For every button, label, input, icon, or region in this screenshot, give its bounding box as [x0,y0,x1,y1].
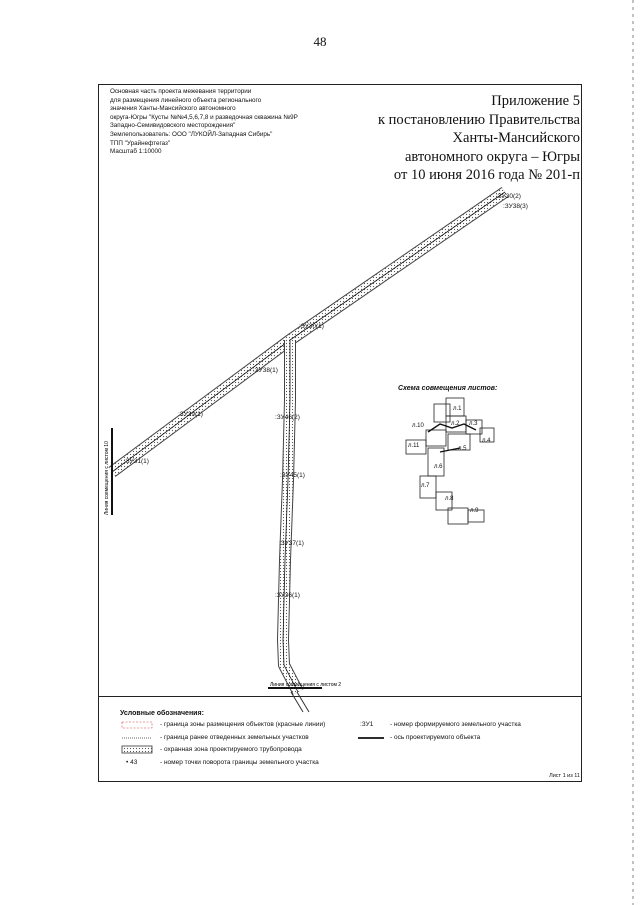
header-note-line: Основная часть проекта межевания территории [110,88,252,95]
sheet-label: л.9 [470,508,479,514]
pipeline-corridor-vertical [283,340,309,712]
appendix-line: Ханты-Мансийского [452,130,580,146]
legend-protection-zone: - охранная зона проектируемого трубопровода [160,746,302,753]
sheet-label: л.8 [445,496,454,502]
scheme-title: Схема совмещения листов: [398,385,498,392]
parcel-label: :ЗУ37(1) [279,540,304,547]
header-note-line: Западно-Семивидовского месторождения" [110,122,236,130]
match-line-bottom-label: Линия совмещения с листом 2 [270,682,342,688]
parcel-label: :ЗУ38(1) [253,367,278,374]
parcel-label: :ЗУ30(2) [496,193,521,200]
legend-parcel-number: - номер формируемого земельного участка [390,721,521,728]
sheet-label: л.1 [453,406,462,412]
legend-title: Условные обозначения: [120,710,204,717]
legend-turn-point: - номер точки поворота границы земельного участка [160,759,319,766]
parcel-label: :ЗУ30(1) [299,323,324,330]
sheet-label: л.5 [458,446,467,452]
header-note-line: Масштаб 1:10000 [110,148,162,156]
protection-zone-symbol [122,746,152,753]
appendix-line: от 10 июня 2016 года № 201-п [393,167,580,183]
parcel-label: :ЗУ31(1) [124,458,149,465]
appendix-line: к постановлению Правительства [378,111,580,128]
sheet-label: л.3 [469,421,478,427]
appendix-line: Приложение 5 [491,93,580,109]
legend-parcel-symbol: :ЗУ1 [360,721,374,728]
sheet-label: л.10 [412,423,424,429]
legend-axis: - ось проектируемого объекта [390,734,481,741]
header-note-line: ТПП "Урайнефтегаз" [110,139,171,147]
page-number: 48 [313,34,327,49]
legend-red-lines: - граница зоны размещения объектов (красные линии) [160,721,326,728]
match-line-left-label: Линия совмещения с листом 10 [104,441,110,515]
parcel-label: :ЗУ39(1) [178,411,203,418]
parcel-label: :ЗУ46(2) [275,414,300,421]
parcel-label: :ЗУ45(1) [280,472,305,479]
sheet-label: л.11 [408,443,420,449]
legend-turn-point-symbol: • 43 [126,759,138,766]
header-note-line: Землепользователь: ООО "ЛУКОЙЛ-Западная Сибирь" [110,130,273,138]
legend-prior-plots: - граница ранее отведенных земельных участков [160,734,309,741]
sheet-label: л.4 [482,438,491,444]
sheet-label: л.6 [434,464,443,470]
sheet-label: л.7 [421,483,430,489]
sheet-scheme [406,398,494,524]
appendix-line: автономного округа – Югры [404,148,580,165]
sheet-code: Лист 1 из 11 [549,773,580,779]
parcel-label: :ЗУ36(1) [275,592,300,599]
parcel-label: :ЗУ38(3) [503,203,528,210]
header-note-line: для размещения линейного объекта регионального [110,96,262,104]
sheet-label: л.2 [451,421,460,427]
red-lines-symbol [122,722,152,728]
header-note-line: округа-Югры "Кусты №№4,5,6,7,8 и разведочная скважина №9Р [110,113,298,121]
header-note-line: значения Ханты-Мансийского автономного [110,105,236,113]
